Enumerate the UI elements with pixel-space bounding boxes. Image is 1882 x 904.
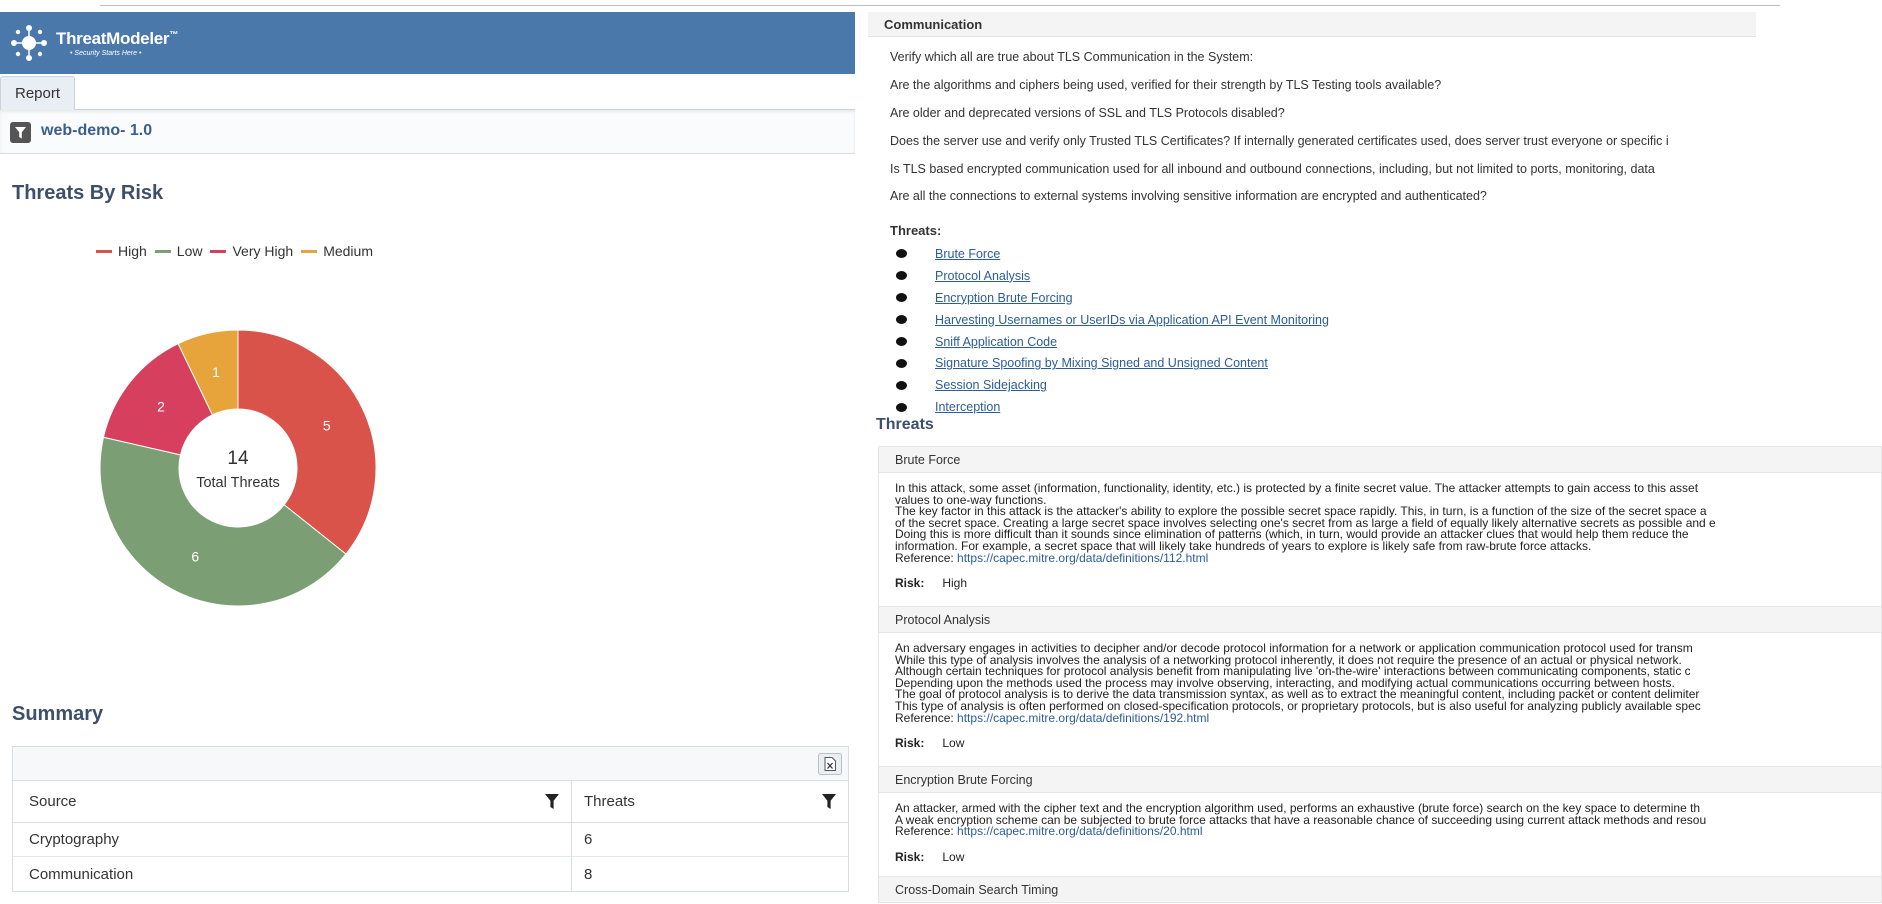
question-text: Is TLS based encrypted communication used for all inbound and outbound connections, including, but not limited to ports, monitoring, data xyxy=(890,162,1655,176)
description-line: This type of analysis is often performed on closed-specification protocols, or proprietary protocols, but is also useful for analyzing publicly available spec xyxy=(895,698,1701,713)
description-line: An adversary engages in activities to decipher and/or decode protocol information for a network or application communication protocol used for transm xyxy=(895,641,1693,655)
threat-link-list xyxy=(896,243,1329,418)
threat-link-harvesting-usernames[interactable]: Harvesting Usernames or UserIDs via Application API Event Monitoring xyxy=(935,312,1329,327)
list-item xyxy=(896,396,1329,418)
threat-card-encryption-brute-forcing xyxy=(878,766,1882,878)
logo-mark-icon xyxy=(8,22,50,64)
threats-list-label: Threats: xyxy=(890,223,942,238)
threat-card-title: Protocol Analysis xyxy=(879,607,1881,633)
filter-icon xyxy=(15,127,26,139)
brand-tm: ™ xyxy=(169,29,178,40)
legend-label-medium: Medium xyxy=(323,243,373,259)
risk-label: Risk: xyxy=(895,576,925,591)
description-line: The goal of protocol analysis is to derive the data transmission syntax, as well as to extract the meaningful content, including packet or content delimiter xyxy=(895,687,1700,702)
legend-label-low: Low xyxy=(176,243,203,259)
total-threats-label: Total Threats xyxy=(196,475,280,491)
legend-label-high: High xyxy=(118,243,147,259)
list-item xyxy=(896,243,1329,265)
threat-card-brute-force xyxy=(878,446,1882,607)
brand-name: ThreatModeler xyxy=(56,29,170,48)
list-item xyxy=(896,287,1329,309)
cell-threats: 8 xyxy=(584,865,593,883)
description-line: An attacker, armed with the cipher text and the encryption algorithm used, performs an exhaustive (brute force) search on the key space to determine th xyxy=(895,801,1701,815)
summary-title: Summary xyxy=(12,703,104,725)
reference-label: Reference: xyxy=(895,824,954,839)
table-row[interactable] xyxy=(13,857,848,891)
legend-label-very-high: Very High xyxy=(232,243,294,259)
legend-swatch-low xyxy=(155,250,171,253)
description-line: In this attack, some asset (information, functionality, identity, etc.) is protected by a finite secret value. The attacker attempts to gain access to this asset xyxy=(895,481,1699,495)
reference-link[interactable]: https://capec.mitre.org/data/definitions/20.html xyxy=(957,824,1203,839)
column-header-threats[interactable] xyxy=(572,781,848,822)
brand-tagline: • Security Starts Here • xyxy=(70,50,142,57)
risk-value: Low xyxy=(942,736,965,751)
legend-swatch-very-high xyxy=(210,250,226,253)
threatmodeler-logo[interactable] xyxy=(8,22,178,64)
reference-label: Reference: xyxy=(895,550,954,565)
reference-label: Reference: xyxy=(895,710,954,725)
list-item xyxy=(896,309,1329,331)
risk-line xyxy=(895,738,1881,750)
threat-card-cross-domain-search-timing xyxy=(878,876,1882,903)
donut-slice-label: 1 xyxy=(212,363,220,380)
description-line: of the secret space. Creating a large secret space involves selecting one's secret from as large a field of equally likely alternative secrets as possible and e xyxy=(895,515,1716,530)
description-line: Depending upon the methods used the process may involve observing, interacting, and modifying actual communications occurring between hosts. xyxy=(895,675,1675,690)
risk-label: Risk: xyxy=(895,736,925,751)
threat-link-sniff-application-code[interactable]: Sniff Application Code xyxy=(935,334,1058,349)
source-filter-icon[interactable] xyxy=(545,794,559,810)
description-line: information. For example, a secret space that will likely take hundreds of years to explore is likely safe from raw-brute force attacks. xyxy=(895,538,1592,553)
bullet-icon xyxy=(896,315,907,324)
reference-link[interactable]: https://capec.mitre.org/data/definitions/112.html xyxy=(957,550,1209,565)
bullet-icon xyxy=(896,293,907,302)
threat-link-encryption-brute-forcing[interactable]: Encryption Brute Forcing xyxy=(935,290,1073,305)
cell-source: Cryptography xyxy=(13,823,572,856)
threat-link-brute-force[interactable]: Brute Force xyxy=(935,246,1001,261)
description-line: The key factor in this attack is the attacker's ability to explore the possible secret space rapidly. This, in turn, is a function of the size of the secret space a xyxy=(895,504,1707,519)
column-header-source[interactable] xyxy=(13,781,572,822)
bullet-icon xyxy=(896,337,907,346)
summary-table xyxy=(12,746,849,892)
threats-filter-icon[interactable] xyxy=(822,794,836,810)
brand-header xyxy=(0,12,855,74)
question-text: Are older and deprecated versions of SSL and TLS Protocols disabled? xyxy=(890,106,1285,120)
threat-link-session-sidejacking[interactable]: Session Sidejacking xyxy=(935,378,1047,393)
column-header-threats-label: Threats xyxy=(584,793,635,810)
bullet-icon xyxy=(896,249,907,258)
risk-label: Risk: xyxy=(895,849,925,864)
reference-line xyxy=(895,550,1881,565)
list-item xyxy=(896,374,1329,396)
excel-export-icon xyxy=(824,757,836,771)
table-header xyxy=(13,781,848,823)
table-toolbar xyxy=(13,747,848,781)
threat-link-signature-spoofing[interactable]: Signature Spoofing by Mixing Signed and Unsigned Content xyxy=(935,356,1268,371)
legend-swatch-high xyxy=(96,250,112,253)
threat-link-protocol-analysis[interactable]: Protocol Analysis xyxy=(935,268,1031,283)
question-text: Are the algorithms and ciphers being used, verified for their strength by TLS Testing tools available? xyxy=(890,78,1442,92)
threat-card-protocol-analysis xyxy=(878,606,1882,767)
question-text: Does the server use and verify only Trusted TLS Certificates? If internally generated certificates used, does server trust everyone or specific i xyxy=(890,134,1669,148)
table-row[interactable] xyxy=(13,823,848,857)
list-item xyxy=(896,265,1329,287)
legend-item-high[interactable] xyxy=(96,243,147,259)
threats-section-title: Threats xyxy=(876,416,934,433)
cell-threats: 6 xyxy=(584,831,593,848)
tab-report[interactable]: Report xyxy=(0,76,75,110)
threat-card-title: Cross-Domain Search Timing xyxy=(879,877,1881,903)
cell-source: Communication xyxy=(13,857,572,891)
threats-by-risk-title: Threats By Risk xyxy=(12,182,164,204)
description-line: A weak encryption scheme can be subjected to brute force attacks that have a reasonable chance of succeeding using current attack methods and resou xyxy=(895,812,1707,827)
list-item xyxy=(896,331,1329,353)
reference-line xyxy=(895,710,1881,725)
description-line: values to one-way functions. xyxy=(895,492,1047,507)
column-header-source-label: Source xyxy=(29,793,77,810)
legend-item-very-high[interactable] xyxy=(210,243,293,259)
bullet-icon xyxy=(896,381,907,390)
description-line: Although certain techniques for protocol analysis benefit from manipulating live 'on-the-wire' interactions between communicating components, static c xyxy=(895,664,1691,679)
risk-line xyxy=(895,849,1881,864)
project-title: web-demo- 1.0 xyxy=(41,122,153,139)
donut-slice-label: 6 xyxy=(191,548,200,565)
threat-link-interception[interactable]: Interception xyxy=(935,400,1001,415)
tab-bar xyxy=(0,74,855,110)
question-text: Verify which all are true about TLS Communication in the System: xyxy=(890,50,1254,64)
total-threats-value: 14 xyxy=(227,448,249,469)
legend-item-low[interactable] xyxy=(155,243,203,259)
filter-toggle-button[interactable] xyxy=(10,122,31,143)
bullet-icon xyxy=(896,271,907,280)
details-panel xyxy=(868,0,1882,904)
donut-slice-label: 2 xyxy=(157,398,165,415)
question-text: Are all the connections to external systems involving sensitive information are encrypted and authenticated? xyxy=(890,189,1487,203)
list-item xyxy=(896,352,1329,374)
threats-donut-chart xyxy=(100,328,376,608)
description-line: Doing this is more difficult than it sounds since elimination of patterns (which, in turn, would provide an attacker clues that would help them reduce the xyxy=(895,527,1689,542)
project-bar xyxy=(0,110,855,154)
chart-legend xyxy=(96,243,381,259)
export-excel-button[interactable] xyxy=(818,753,842,775)
threat-card-title: Encryption Brute Forcing xyxy=(879,767,1881,793)
risk-value: Low xyxy=(942,849,965,864)
bullet-icon xyxy=(896,359,907,368)
donut-slice-label: 5 xyxy=(322,417,331,434)
risk-line xyxy=(895,578,1881,590)
legend-item-medium[interactable] xyxy=(301,243,373,259)
reference-line xyxy=(895,826,1881,838)
risk-value: High xyxy=(942,576,968,591)
communication-header: Communication xyxy=(868,12,1756,37)
threat-card-title: Brute Force xyxy=(879,447,1881,473)
legend-swatch-medium xyxy=(301,250,317,253)
bullet-icon xyxy=(896,403,907,412)
reference-link[interactable]: https://capec.mitre.org/data/definitions/192.html xyxy=(957,710,1210,725)
description-line: While this type of analysis involves the analysis of a networking protocol inherently, it does not require the presence of an actual or physical network. xyxy=(895,652,1682,667)
